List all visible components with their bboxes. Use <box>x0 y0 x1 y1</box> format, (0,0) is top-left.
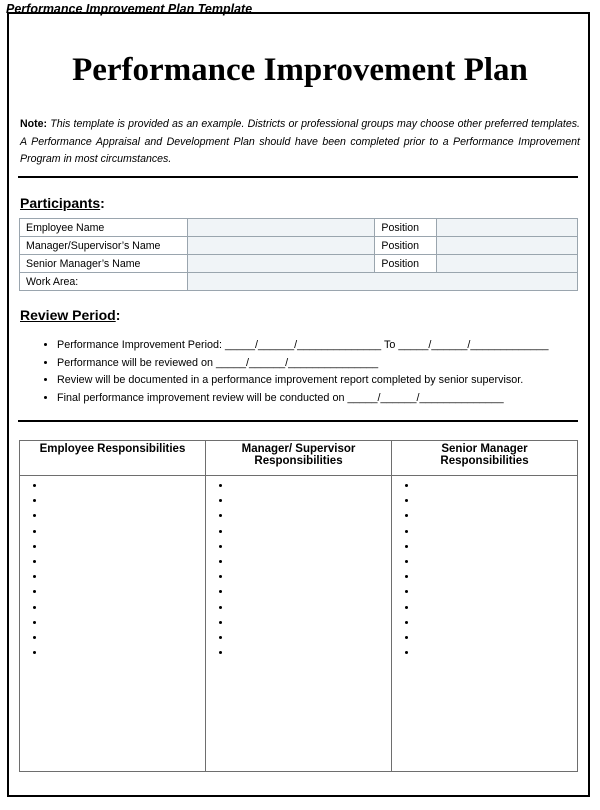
table-row <box>20 476 578 772</box>
review-period-heading-colon: : <box>115 307 121 323</box>
bullet-placeholder <box>418 570 577 585</box>
participant-label: Work Area: <box>20 273 188 291</box>
bullet-placeholder <box>418 479 577 494</box>
bullet-placeholder <box>232 525 391 540</box>
note-text: This template is provided as an example. Districts or professional groups may choose other preferred templates. A Performance Appraisal and Development Plan should have been completed prior to a Performance Improvement Program in most circumstances. <box>20 118 580 165</box>
bullet-placeholder <box>232 631 391 646</box>
bullet-placeholder <box>46 585 205 600</box>
bullet-placeholder <box>46 555 205 570</box>
bullet-placeholder <box>418 525 577 540</box>
table-header-row <box>20 441 578 476</box>
bullet-placeholder <box>418 631 577 646</box>
participants-heading <box>20 195 105 211</box>
bullet-placeholder <box>418 494 577 509</box>
bullet-placeholder <box>418 509 577 524</box>
participants-heading-text: Participants <box>20 195 101 211</box>
table-row <box>20 219 578 237</box>
participant-label: Senior Manager’s Name <box>20 255 188 273</box>
bullet-placeholder <box>46 479 205 494</box>
employee-responsibilities-cell[interactable] <box>20 476 206 772</box>
senior-manager-bullet-list <box>392 479 577 661</box>
bullet-placeholder <box>232 540 391 555</box>
employee-position-field[interactable] <box>437 219 578 237</box>
bullet-placeholder <box>46 616 205 631</box>
bullet-placeholder <box>232 509 391 524</box>
senior-manager-position-field[interactable] <box>437 255 578 273</box>
review-period-heading-text: Review Period <box>20 307 116 323</box>
divider-middle <box>18 420 578 422</box>
table-row <box>20 237 578 255</box>
bullet-placeholder <box>46 509 205 524</box>
bullet-placeholder <box>418 555 577 570</box>
list-item: • Review will be documented in a performance improvement report completed by senior supervisor. <box>57 372 548 390</box>
manager-responsibilities-cell[interactable] <box>206 476 392 772</box>
bullet-placeholder <box>418 601 577 616</box>
bullet-placeholder <box>46 601 205 616</box>
bullet-placeholder <box>232 570 391 585</box>
page-title: Performance Improvement Plan <box>72 52 528 88</box>
table-row <box>20 273 578 291</box>
participants-heading-colon: : <box>100 195 105 211</box>
senior-manager-responsibilities-cell[interactable] <box>392 476 578 772</box>
bullet-placeholder <box>232 616 391 631</box>
review-period-list <box>37 337 548 407</box>
bullet-placeholder <box>418 540 577 555</box>
bullet-placeholder <box>46 646 205 661</box>
manager-position-field[interactable] <box>437 237 578 255</box>
bullet-placeholder <box>46 631 205 646</box>
bullet-placeholder <box>232 479 391 494</box>
manager-name-field[interactable] <box>187 237 375 255</box>
list-item: • Final performance improvement review will be conducted on _____/______/______________ <box>57 390 548 408</box>
bullet-placeholder <box>232 585 391 600</box>
list-item: • Performance Improvement Period: _____/______/______________ To _____/______/_____________ <box>57 337 548 355</box>
bullet-placeholder <box>232 646 391 661</box>
divider-top <box>18 176 578 178</box>
column-header-senior-manager: Senior Manager Responsibilities <box>392 441 578 476</box>
table-row <box>20 255 578 273</box>
bullet-placeholder <box>232 494 391 509</box>
bullet-placeholder <box>418 646 577 661</box>
senior-manager-name-field[interactable] <box>187 255 375 273</box>
participant-label: Employee Name <box>20 219 188 237</box>
responsibilities-table <box>19 440 578 772</box>
employee-bullet-list <box>20 479 205 661</box>
bullet-placeholder <box>46 570 205 585</box>
review-period-heading <box>20 307 120 323</box>
employee-name-field[interactable] <box>187 219 375 237</box>
list-item: • Performance will be reviewed on _____/______/_______________ <box>57 355 548 373</box>
participant-label: Manager/Supervisor’s Name <box>20 237 188 255</box>
position-label: Position <box>375 237 437 255</box>
bullet-placeholder <box>46 494 205 509</box>
bullet-placeholder <box>418 616 577 631</box>
bullet-placeholder <box>418 585 577 600</box>
bullet-placeholder <box>46 540 205 555</box>
position-label: Position <box>375 219 437 237</box>
bullet-placeholder <box>232 555 391 570</box>
manager-bullet-list <box>206 479 391 661</box>
column-header-manager: Manager/ Supervisor Responsibilities <box>206 441 392 476</box>
bullet-placeholder <box>232 601 391 616</box>
note-label: Note: <box>20 118 48 130</box>
note-paragraph <box>20 116 580 169</box>
participants-table <box>19 218 578 291</box>
position-label: Position <box>375 255 437 273</box>
column-header-employee: Employee Responsibilities <box>20 441 206 476</box>
document-header-label: Performance Improvement Plan Template <box>6 2 253 16</box>
bullet-placeholder <box>46 525 205 540</box>
work-area-field[interactable] <box>187 273 577 291</box>
